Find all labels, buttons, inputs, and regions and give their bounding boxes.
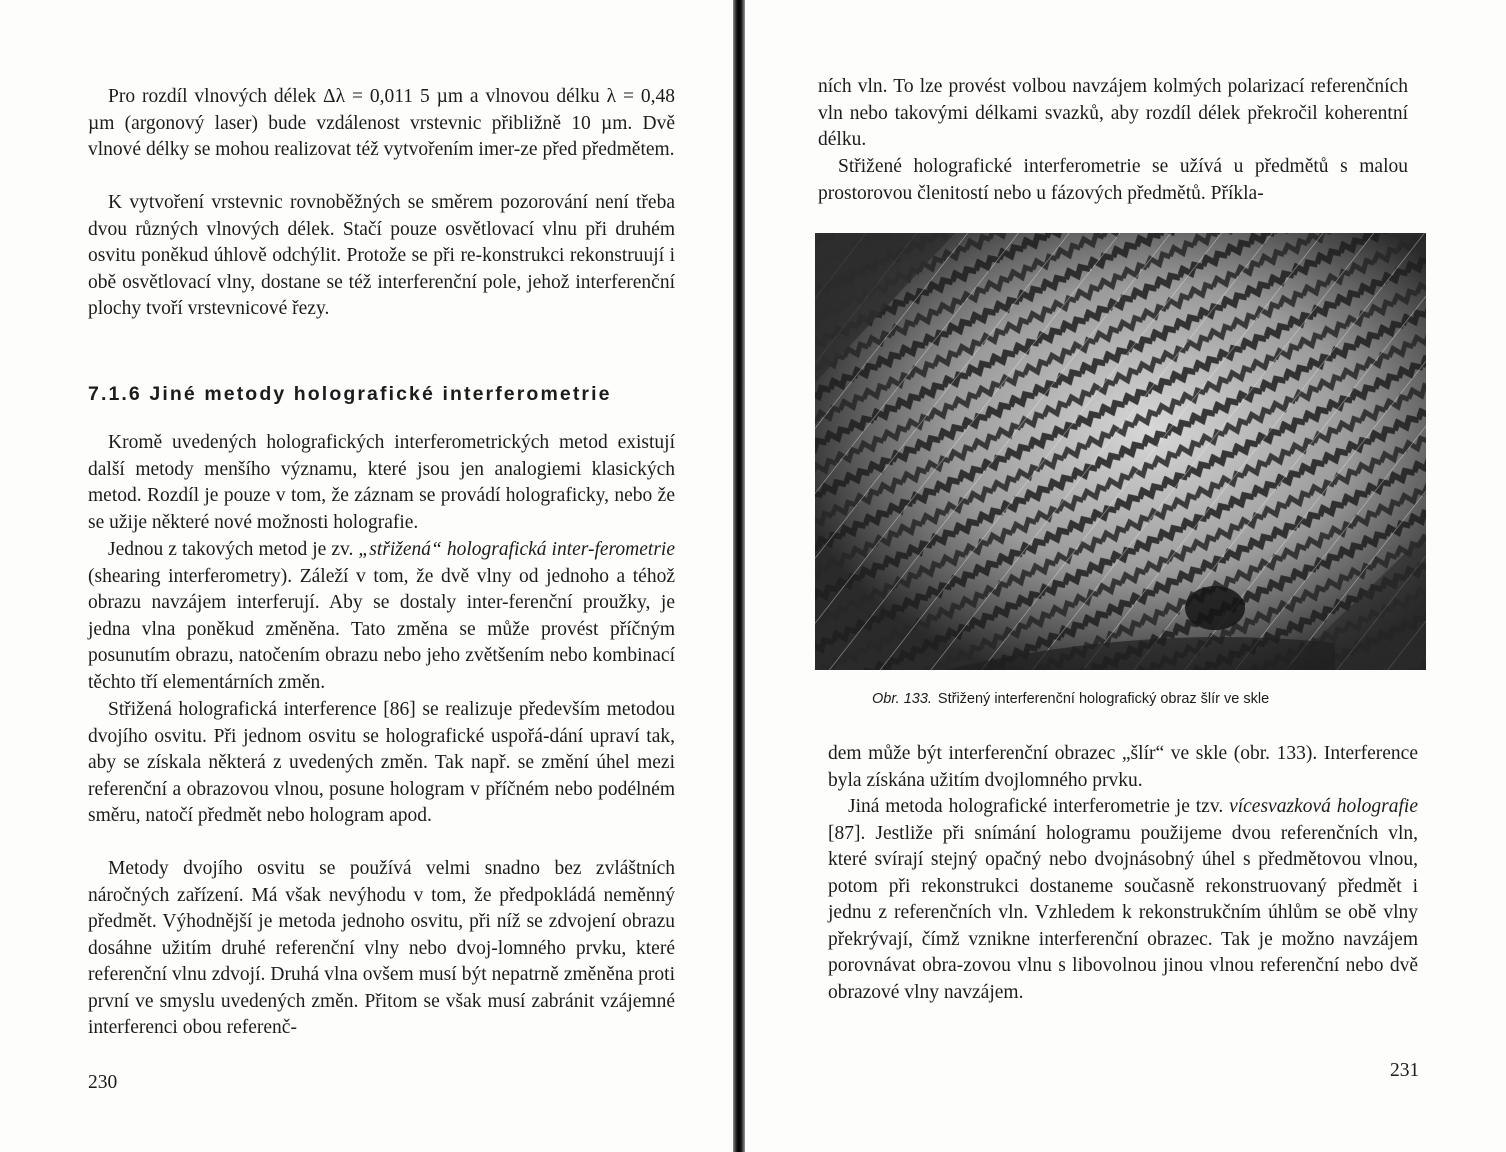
paragraph-shearing-use: Střižené holografické interferometrie se užívá u předmětů s malou prostorovou členitostí nebo u fázových předmětů. Příkla- [818,156,1408,204]
text-run: (shearing interferometry). Záleží v tom, že dvě vlny od jednoho a téhož obrazu navzájem interferují. Aby se dostaly inter-ferenční proužky, je jedna vlna poněkud změněna. Tato změna se může provést příčným posunutím obrazu, natočením obrazu nebo jeho zvětšením nebo kombinací těchto tří elementárních změn. [88,565,675,693]
paragraph-double-exposure: Střižená holografická interference [86] se realizuje především metodou dvojího osvitu. Při jednom osvitu se holografické uspořá-dání upraví tak, aby se získala některá z uvedených změn. Tak např. se změní úhel mezi referenční a obrazovou vlnou, posune hologram v příčném nebo podélném směru, natočí předmět nebo hologram apod. [88,699,675,826]
page-number-left: 230 [88,1072,118,1093]
paragraph-example-schlieren: dem může být interferenční obrazec „šlír“ ve skle (obr. 133). Interference byla získána užitím dvojlomného prvku. [828,743,1418,791]
page-number-right: 231 [1390,1060,1420,1081]
text-run: [87]. Jestliže při snímání hologramu použijeme dvou referenčních vln, které svírají stejný opačný nebo dvojnásobný úhel s předmětovou vlnou, potom při rekonstrukci dostaneme současně rekonstruovaný předmět i jednu z referenčních vln. Vzhledem k rekonstrukčním úhlům se obě vlny překrývají, čímž vznikne interferenční obrazec. Tak je možno navzájem porovnávat obra-zovou vlnu s libovolnou jinou vlnou referenční nebo dvě obrazové vlny navzájem. [828,822,1418,1003]
paragraph-contour-lines: K vytvoření vrstevnic rovnoběžných se směrem pozorování není třeba dvou různých vlnových délek. Stačí pouze osvětlovací vlnu při druhém osvitu poněkud úhlově odchýlit. Protože se při re-konstrukci rekonstruují i obě osvětlovací vlny, dostane se též interferenční pole, jehož interferenční plochy tvoří vrstevnicové řezy. [88,192,675,319]
text-run: Jiná metoda holografické interferometrie je tzv. [848,796,1230,817]
right-page [745,0,1506,1152]
figure-label: Obr. 133. [872,691,932,707]
interference-fringes-image [815,233,1426,670]
emphasis-term: vícesvazková holografie [1229,796,1418,817]
book-gutter [733,0,745,1152]
paragraph-polarization: ních vln. To lze provést volbou navzájem kolmých polarizací referenčních vln nebo takovými délkami svazků, aby rozdíl délek překročil koherentní délku. [818,76,1408,150]
paragraph-other-methods: Kromě uvedených holografických interferometrických metod existují další metody menšího významu, které jsou jen analogiemi klasických metod. Rozdíl je pouze v tom, že záznam se provádí holograficky, nebo že se užije některé nové možnosti holografie. [88,432,675,533]
figure-caption [872,689,1392,709]
section-heading: 7.1.6 Jiné metody holografické interferometrie [88,383,612,405]
figure-interference-photo [815,233,1426,670]
text-run: Jednou z takových metod je zv. [108,539,359,560]
emphasis-term: „střižená“ holografická inter-ferometrie [358,539,675,560]
left-page [0,0,733,1152]
figure-caption-text: Střižený interferenční holografický obraz šlír ve skle [937,691,1270,707]
paragraph-wavelength: Pro rozdíl vlnových délek Δλ = 0,011 5 µm a vlnovou délku λ = 0,48 µm (argonový laser) bude vzdálenost vrstevnic přibližně 10 µm. Dvě vlnové délky se mohou realizovat též vytvořením imer-ze před předmětem. [88,86,675,160]
paragraph-single-exposure: Metody dvojího osvitu se používá velmi snadno bez zvláštních náročných zařízení. Má však nevýhodu v tom, že předpokládá neměnný předmět. Výhodnější je metoda jednoho osvitu, při níž se zdvojení obrazu dosáhne užitím druhé referenční vlny nebo dvoj-lomného prvku, které referenční vlnu zdvojí. Druhá vlna ovšem musí být nepatrně změněna proti první ve smyslu uvedených změn. Přitom se však musí zabránit vzájemné interferenci obou referenč- [88,858,675,1038]
paragraph-shearing-interferometry [88,537,675,696]
paragraph-multibeam-holography [828,794,1418,1006]
